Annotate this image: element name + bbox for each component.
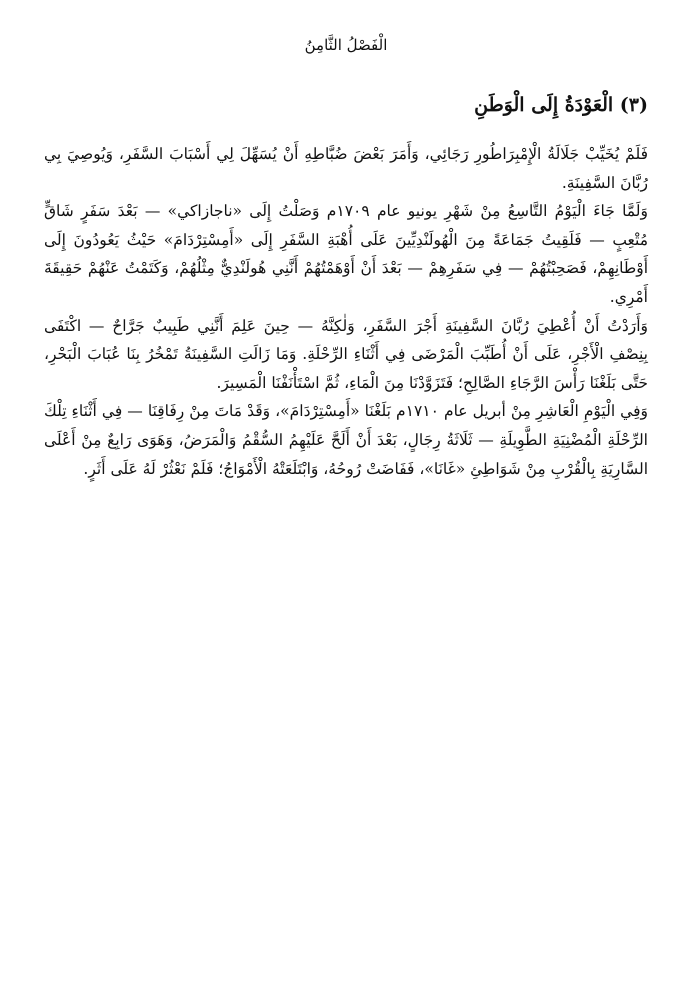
paragraph-2: وَلَمَّا جَاءَ الْيَوْمُ التَّاسِعُ مِنْ شَهْرِ يونيو عام ١٧٠٩م وَصَلْتُ إِلَى «ناجازاكي» — بَعْدَ سَفَرٍ شَاقٍّ مُتْعِبٍ — فَلَقِيتُ جَمَاعَةً مِنَ الْهُولَنْدِيِّينَ عَلَى أُهْبَةِ السَّفَرِ إِلَى «أَمِسْتِرْدَامَ» حَيْثُ يَعُودُونَ إِلَى أَوْطَانِهِمْ، فَصَحِبْتُهُمْ — فِي سَفَرِهِمْ — بَعْدَ أَنْ أَوْهَمْتُهُمْ أَنَّنِي هُولَنْدِيٌّ مِثْلُهُمْ، وَكَتَمْتُ عَنْهُمْ حَقِيقَةَ أَمْرِي. — [44, 202, 648, 306]
paragraph-1: فَلَمْ يُخَيِّبْ جَلَالَةُ الْإِمْبِرَاطُورِ رَجَائِي، وَأَمَرَ بَعْضَ ضُبَّاطِهِ أَنْ يُسَهِّلَ لِي أَسْبَابَ السَّفَرِ، وَيُوصِيَ بِي رُبَّانَ السَّفِينَةِ. — [44, 145, 648, 192]
section-title: (٣) الْعَوْدَةُ إِلَى الْوَطَنِ — [474, 94, 648, 116]
paragraph-3: وَأَرَدْتُ أَنْ أُعْطِيَ رُبَّانَ السَّفِينَةِ أَجْرَ السَّفَرِ، وَلٰكِنَّهُ — حِينَ عَلِمَ أَنَّنِي طَبِيبٌ جَرَّاحٌ — اكْتَفَى بِنِصْفِ الْأَجْرِ، عَلَى أَنْ أُطَبِّبَ الْمَرْضَى فِي أَثْنَاءِ الرِّحْلَةِ. وَمَا زَالَتِ السَّفِينَةُ تَمْخُرُ بِنَا عُبَابَ الْبَحْرِ، حَتَّى بَلَغْنَا رَأْسَ الرَّجَاءِ الصَّالِحِ؛ فَتَزَوَّدْنَا مِنَ الْمَاءِ، ثُمَّ اسْتَأْنَفْنَا الْمَسِيرَ. — [44, 316, 648, 392]
chapter-header: الْفَصْلُ الثَّامِنُ — [304, 36, 388, 54]
paragraph-4: وَفِي الْيَوْمِ الْعَاشِرِ مِنْ أبريل عام ١٧١٠م بَلَغْنَا «أَمِسْتِرْدَامَ»، وَقَدْ مَاتَ مِنْ رِفَاقِنَا — فِي أَثْنَاءِ تِلْكَ الرِّحْلَةِ الْمُضْنِيَةِ الطَّوِيلَةِ — ثَلَاثَةُ رِجَالٍ، بَعْدَ أَنْ أَلَحَّ عَلَيْهِمُ السُّقْمُ وَالْمَرَضُ، وَهَوَى رَابِعٌ مِنْ أَعْلَى السَّارِيَةِ بِالْقُرْبِ مِنْ شَوَاطِئِ «غَانَا»، فَفَاضَتْ رُوحُهُ، وَابْتَلَعَتْهُ الْأَمْوَاجُ؛ فَلَمْ نَعْثُرْ لَهُ عَلَى أَثَرٍ. — [44, 402, 648, 478]
